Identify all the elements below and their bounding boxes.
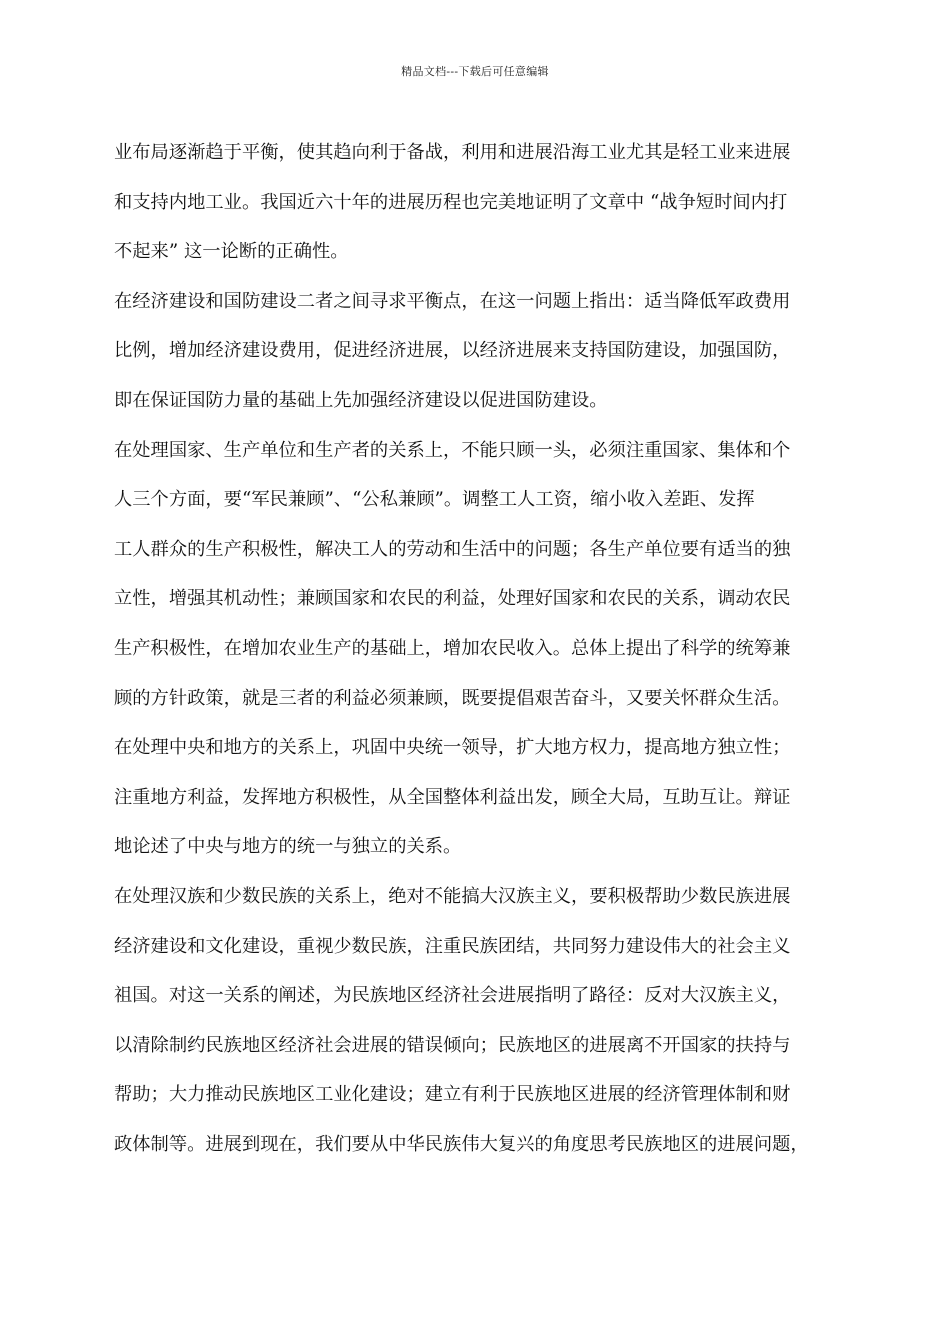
text-line: 立性，增强其机动性；兼顾国家和农民的利益，处理好国家和农民的关系，调动农民 xyxy=(114,588,791,610)
text-line: 在处理中央和地方的关系上，巩固中央统一领导，扩大地方权力，提高地方独立性； xyxy=(114,737,791,759)
text-line: 经济建设和文化建设，重视少数民族，注重民族团结，共同努力建设伟大的社会主义 xyxy=(114,935,791,957)
text-line: 以清除制约民族地区经济社会进展的错误倾向；民族地区的进展离不开国家的扶持与 xyxy=(114,1034,791,1056)
text-line: 政体制等。进展到现在，我们要从中华民族伟大复兴的角度思考民族地区的进展问题， xyxy=(114,1133,809,1155)
text-line: 顾的方针政策，就是三者的利益必须兼顾，既要提倡艰苦奋斗，又要关怀群众生活。 xyxy=(114,687,791,709)
text-line: 即在保证国防力量的基础上先加强经济建设以促进国防建设。 xyxy=(114,389,608,411)
text-line: 在处理国家、生产单位和生产者的关系上，不能只顾一头，必须注重国家、集体和个 xyxy=(114,439,791,461)
text-line: 祖国。对这一关系的阐述，为民族地区经济社会进展指明了路径：反对大汉族主义， xyxy=(114,985,791,1007)
page-header: 精品文档---下载后可任意编辑 xyxy=(401,65,549,78)
text-line: 不起来” 这一论断的正确性。 xyxy=(114,241,349,263)
text-line: 人三个方面，要“军民兼顾”、“公私兼顾”。调整工人工资，缩小收入差距、发挥 xyxy=(114,489,755,511)
text-line: 在经济建设和国防建设二者之间寻求平衡点，在这一问题上指出：适当降低军政费用 xyxy=(114,290,791,312)
text-line: 工人群众的生产积极性，解决工人的劳动和生活中的问题；各生产单位要有适当的独 xyxy=(114,538,791,560)
text-line: 地论述了中央与地方的统一与独立的关系。 xyxy=(114,836,462,858)
text-line: 生产积极性，在增加农业生产的基础上，增加农民收入。总体上提出了科学的统筹兼 xyxy=(114,637,791,659)
text-line: 业布局逐渐趋于平衡，使其趋向利于备战，利用和进展沿海工业尤其是轻工业来进展 xyxy=(114,142,791,163)
text-line: 比例，增加经济建设费用，促进经济进展，以经济进展来支持国防建设，加强国防， xyxy=(114,340,791,362)
body-text xyxy=(114,128,830,1169)
text-line: 注重地方利益，发挥地方积极性，从全国整体利益出发，顾全大局，互助互让。辩证 xyxy=(114,786,791,808)
text-line: 和支持内地工业。我国近六十年的进展历程也完美地证明了文章中 “战争短时间内打 xyxy=(114,191,788,213)
text-line: 在处理汉族和少数民族的关系上，绝对不能搞大汉族主义，要积极帮助少数民族进展 xyxy=(114,885,791,907)
text-line: 帮助；大力推动民族地区工业化建设；建立有利于民族地区进展的经济管理体制和财 xyxy=(114,1084,791,1106)
